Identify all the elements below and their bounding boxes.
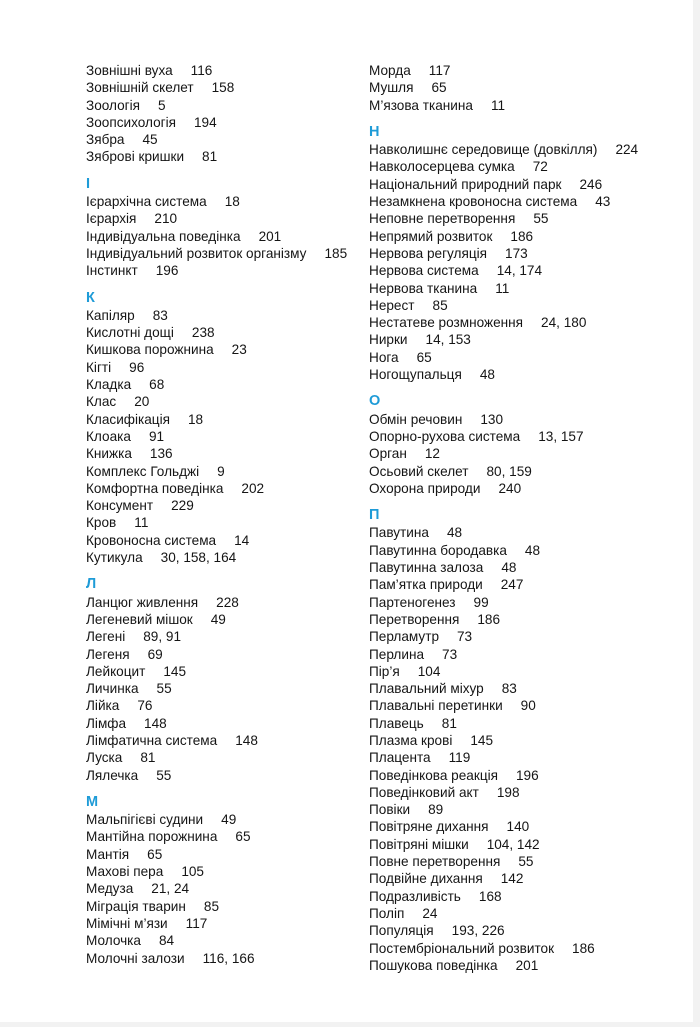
index-page-numbers: 55 [156,767,172,783]
index-entry [86,880,366,897]
index-entry [369,297,691,314]
index-term: Луска [86,750,123,766]
index-term: Неповне перетворення [369,211,516,227]
index-term: Молочні залози [86,950,185,966]
index-entry [369,158,691,175]
index-page-numbers: 48 [446,525,463,541]
index-term: Лейкоцит [86,663,146,679]
index-page-numbers: 228 [216,594,239,610]
index-entry [86,846,366,863]
page-edge-right [693,0,700,1027]
index-entry [369,801,691,818]
index-term: Орган [369,446,407,462]
index-entry [369,79,691,96]
index-page-numbers: 76 [137,698,153,714]
index-term: Ієрархія [86,211,137,227]
index-term: Опорно-рухова система [369,428,521,444]
index-section-letter: О [369,393,381,410]
index-page-numbers: 140 [506,819,530,835]
index-entry [369,680,691,697]
index-section-letter: Л [86,576,97,593]
index-entry [86,898,366,915]
index-term: Павутинна бородавка [369,542,507,558]
index-entry [369,176,691,193]
index-entry [369,853,691,870]
index-term: Подвійне дихання [369,871,483,887]
index-term: Кровоносна система [86,532,217,548]
index-page-numbers: 85 [432,297,448,313]
index-term: Повіки [369,802,411,818]
index-page-numbers: 148 [235,732,258,748]
index-entry [86,514,366,531]
index-term: Зябра [86,132,125,148]
index-entry [86,863,366,880]
index-term: Легеневий мішок [86,611,193,627]
index-entry [369,228,691,245]
index-entry [369,957,691,974]
index-entry [369,463,691,480]
index-entry [86,228,366,245]
index-page-numbers: 201 [515,957,539,973]
index-page-numbers: 99 [473,594,489,610]
index-page-numbers: 145 [163,663,187,679]
index-page-numbers: 68 [149,377,165,393]
index-entry [86,915,366,932]
index-entry [86,324,366,341]
index-page-numbers: 55 [518,854,534,870]
index-entry [369,542,691,559]
index-entry [369,331,691,348]
index-term: Кров [86,515,117,531]
index-page-numbers: 198 [496,784,520,800]
index-page-numbers: 30, 158, 164 [160,550,237,566]
index-entry [369,559,691,576]
index-page-numbers: 210 [154,211,178,227]
index-term: Павутинна залоза [369,560,484,576]
index-section-letter: К [86,289,95,306]
index-page-numbers: 89 [428,802,444,818]
index-entry [86,628,366,645]
index-term: Молочка [86,933,141,949]
index-term: Медуза [86,881,134,897]
index-term: Нирки [369,332,408,348]
index-entry [369,262,691,279]
index-entry [369,428,691,445]
index-entry [369,524,691,541]
index-entry [86,680,366,697]
index-term: Нерест [369,297,415,313]
index-page-numbers: 23 [231,342,247,358]
index-term: Ногощупальця [369,367,462,383]
index-entry [369,749,691,766]
index-page-numbers: 185 [324,245,348,261]
index-term: Подразливість [369,888,461,904]
index-term: Кладка [86,377,132,393]
index-page-numbers: 89, 91 [143,629,182,645]
index-entry [86,114,366,131]
index-term: Пошукова поведінка [369,957,498,973]
index-entry [86,932,366,949]
index-page-numbers: 142 [500,871,524,887]
index-page-numbers: 196 [515,767,539,783]
index-term: Осьовий скелет [369,463,469,479]
index-page-numbers: 24, 180 [541,315,587,331]
index-term: Непрямий розвиток [369,228,493,244]
index-page-numbers: 116, 166 [202,950,255,966]
index-term: Індивідуальний розвиток організму [86,245,307,261]
index-page-numbers: 73 [457,629,473,645]
index-term: Махові пера [86,864,164,880]
index-entry [369,628,691,645]
index-section-letter: М [86,793,99,810]
index-term: Зовнішній скелет [86,80,194,96]
index-page-numbers: 69 [147,646,163,662]
index-term: Перлина [369,646,425,662]
index-entry [369,349,691,366]
index-page-numbers: 145 [470,732,494,748]
index-left-column [86,62,366,967]
index-entry [86,411,366,428]
index-page-numbers: 20 [134,394,150,410]
index-term: Мімічні м’язи [86,915,168,931]
index-term: Консумент [86,498,154,514]
index-page-numbers: 65 [431,80,447,96]
index-entry [369,97,691,114]
index-term: Повне перетворення [369,854,501,870]
index-entry [369,480,691,497]
index-entry [369,767,691,784]
index-page-numbers: 117 [428,63,451,78]
index-entry [86,463,366,480]
index-page-numbers: 91 [148,428,165,444]
index-page-numbers: 55 [156,681,172,697]
index-term: Незамкнена кровоносна система [369,194,578,210]
index-entry [86,697,366,714]
index-page-numbers: 116 [190,63,213,78]
index-page-numbers: 240 [498,480,522,496]
index-section-letter: Н [369,123,380,140]
index-term: Зоологія [86,97,141,113]
index-term: Навколишнє середовище (довкілля) [369,142,598,158]
index-term: Комфортна поведінка [86,480,224,496]
index-entry [86,97,366,114]
index-entry [86,148,366,165]
index-page-numbers: 5 [158,97,166,113]
index-page-numbers: 11 [495,280,510,296]
index-entry [369,784,691,801]
index-page-numbers: 173 [505,245,528,261]
index-entry [369,715,691,732]
index-page-numbers: 9 [217,463,225,479]
index-term: Лімфатична система [86,732,218,748]
index-entry [86,767,366,784]
page-edge-bottom [0,1022,700,1027]
index-term: Плавальні перетинки [369,698,503,714]
index-term: Мальпігієві судини [86,812,204,828]
index-term: Класифікація [86,411,170,427]
index-entry [369,818,691,835]
index-page-numbers: 81 [202,149,218,165]
index-term: Міграція тварин [86,898,186,914]
index-entry [86,497,366,514]
index-term: Зовнішні вуха [86,63,173,78]
index-page-numbers: 238 [191,325,215,341]
index-term: Індивідуальна поведінка [86,228,241,244]
index-term: Ланцюг живлення [86,594,199,610]
index-entry [86,732,366,749]
index-page-numbers: 18 [187,411,204,427]
index-term: Нервова система [369,263,479,279]
index-term: Поведінкова реакція [369,767,498,783]
index-entry [369,141,691,158]
index-page-numbers: 11 [490,97,506,113]
index-entry [369,62,691,79]
index-entry [86,749,366,766]
index-term: Пір’я [369,663,400,679]
index-page-numbers: 136 [149,446,173,462]
index-term: Охорона природи [369,480,481,496]
index-term: Поведінковий акт [369,784,479,800]
index-page-numbers: 48 [501,560,517,576]
index-page-numbers: 85 [203,898,220,914]
index-page-numbers: 13, 157 [538,428,584,444]
index-entry [369,836,691,853]
index-term: Легені [86,629,126,645]
index-page-numbers: 117 [185,915,208,931]
index-page-numbers: 194 [193,114,217,130]
index-page-numbers: 48 [479,367,495,383]
index-term: Нога [369,349,399,365]
index-page-numbers: 224 [615,142,639,158]
index-entry [86,262,366,279]
index-entry [86,532,366,549]
index-entry [86,393,366,410]
index-page-numbers: 196 [155,263,179,279]
index-page-numbers: 43 [595,194,611,210]
index-entry [369,732,691,749]
index-entry [86,611,366,628]
index-term: Повітряні мішки [369,836,469,852]
index-term: Партеногенез [369,594,456,610]
index-entry [369,210,691,227]
index-term: Комплекс Гольджі [86,463,200,479]
index-page-numbers: 24 [422,905,438,921]
index-entry [86,62,366,79]
index-entry [369,922,691,939]
index-page-numbers: 18 [224,194,240,210]
index-term: Зоопсихологія [86,114,176,130]
index-term: Плавальний міхур [369,681,484,697]
index-entry [86,341,366,358]
index-page-numbers: 202 [241,480,265,496]
index-entry [86,480,366,497]
index-page-numbers: 12 [424,446,440,462]
index-page-numbers: 48 [524,542,541,558]
index-entry [369,411,691,428]
index-page-numbers: 65 [416,349,432,365]
index-page-numbers: 105 [181,864,204,880]
index-term: Кігті [86,359,112,375]
index-term: Павутина [369,525,429,541]
index-entry [86,594,366,611]
index-page-numbers: 148 [144,715,167,731]
index-entry [369,366,691,383]
index-entry [369,314,691,331]
index-term: Обмін речовин [369,411,463,427]
index-term: Нервова тканина [369,280,478,296]
index-page-numbers: 72 [532,159,548,175]
index-entry [86,811,366,828]
index-page-numbers: 193, 226 [451,923,505,939]
index-entry [369,576,691,593]
index-entry [86,131,366,148]
index-page-numbers: 65 [147,846,163,862]
index-term: Плацента [369,750,431,766]
index-entry [86,210,366,227]
index-term: Клас [86,394,117,410]
index-entry [369,245,691,262]
index-entry [369,663,691,680]
index-term: Національний природний парк [369,176,562,192]
index-page-numbers: 81 [441,715,457,731]
index-page-numbers: 247 [500,577,524,593]
index-page-numbers: 96 [129,359,145,375]
index-term: Нервова регуляція [369,245,488,261]
index-entry [86,428,366,445]
index-term: Нестатеве розмноження [369,315,524,331]
index-term: Лялечка [86,767,139,783]
index-page-numbers: 84 [158,933,175,949]
index-term: Популяція [369,923,434,939]
index-entry [86,79,366,96]
index-entry [86,376,366,393]
index-page-numbers: 80, 159 [486,463,532,479]
index-term: Личинка [86,681,139,697]
index-term: Клоака [86,428,131,444]
index-page-numbers: 49 [210,611,226,627]
index-entry [369,697,691,714]
index-term: Лійка [86,698,120,714]
index-entry [86,359,366,376]
index-page-numbers: 49 [221,812,237,828]
index-term: Інстинкт [86,263,138,279]
index-page-numbers: 104, 142 [486,836,540,852]
index-entry [369,870,691,887]
index-entry [86,307,366,324]
index-term: М’язова тканина [369,97,473,113]
index-page-numbers: 119 [448,750,471,766]
index-page-numbers: 81 [140,750,156,766]
index-term: Книжка [86,446,132,462]
index-term: Постембріональний розвиток [369,940,555,956]
index-entry [86,663,366,680]
index-page-numbers: 104 [417,663,441,679]
index-term: Навколосерцева сумка [369,159,515,175]
index-entry [369,905,691,922]
index-term: Кислотні дощі [86,325,174,341]
index-page-numbers: 168 [478,888,502,904]
index-page-numbers: 90 [520,698,536,714]
index-entry [86,828,366,845]
index-term: Поліп [369,905,405,921]
index-entry [86,715,366,732]
index-page-numbers: 14, 153 [425,332,471,348]
index-term: Мушля [369,80,414,96]
index-term: Повітряне дихання [369,819,489,835]
index-term: Перламутр [369,629,439,645]
index-term: Мантійна порожнина [86,829,218,845]
index-page-numbers: 14 [234,532,250,548]
index-page-numbers: 83 [152,307,168,323]
index-term: Лімфа [86,715,127,731]
index-entry [86,646,366,663]
index-term: Легеня [86,646,130,662]
index-term: Зяброві кришки [86,149,185,165]
index-page-numbers: 14, 174 [496,263,543,279]
index-page-numbers: 186 [572,940,595,956]
index-right-column [369,62,691,974]
index-entry [369,594,691,611]
index-entry [369,445,691,462]
index-entry [86,950,366,967]
index-page-numbers: 45 [142,132,158,148]
index-entry [86,445,366,462]
index-term: Перетворення [369,611,460,627]
index-entry [369,280,691,297]
index-page-numbers: 55 [533,211,549,227]
index-entry [369,646,691,663]
index-entry [86,549,366,566]
index-page-numbers: 11 [134,515,149,531]
index-page-numbers: 201 [258,228,282,244]
index-term: Кишкова порожнина [86,342,214,358]
index-page-numbers: 130 [480,411,504,427]
index-entry [369,193,691,210]
index-section-letter: П [369,507,380,524]
index-page-numbers: 158 [211,80,235,96]
index-page-numbers: 186 [510,228,534,244]
index-term: Мантія [86,846,130,862]
index-entry [369,888,691,905]
index-page-numbers: 73 [442,646,458,662]
index-page-numbers: 65 [235,829,251,845]
index-page-numbers: 246 [579,176,603,192]
index-term: Кутикула [86,550,143,566]
index-page-numbers: 186 [477,611,501,627]
index-term: Пам’ятка природи [369,577,483,593]
index-entry [86,245,366,262]
index-entry [369,611,691,628]
index-term: Морда [369,63,411,78]
index-entry [369,940,691,957]
index-page-numbers: 83 [501,681,517,697]
index-entry [86,193,366,210]
index-section-letter: І [86,175,91,192]
index-page-numbers: 229 [171,498,194,514]
index-term: Капіляр [86,307,135,323]
index-term: Плавець [369,715,424,731]
index-term: Плазма крові [369,732,453,748]
index-page-numbers: 21, 24 [151,881,190,897]
index-term: Ієрархічна система [86,194,207,210]
